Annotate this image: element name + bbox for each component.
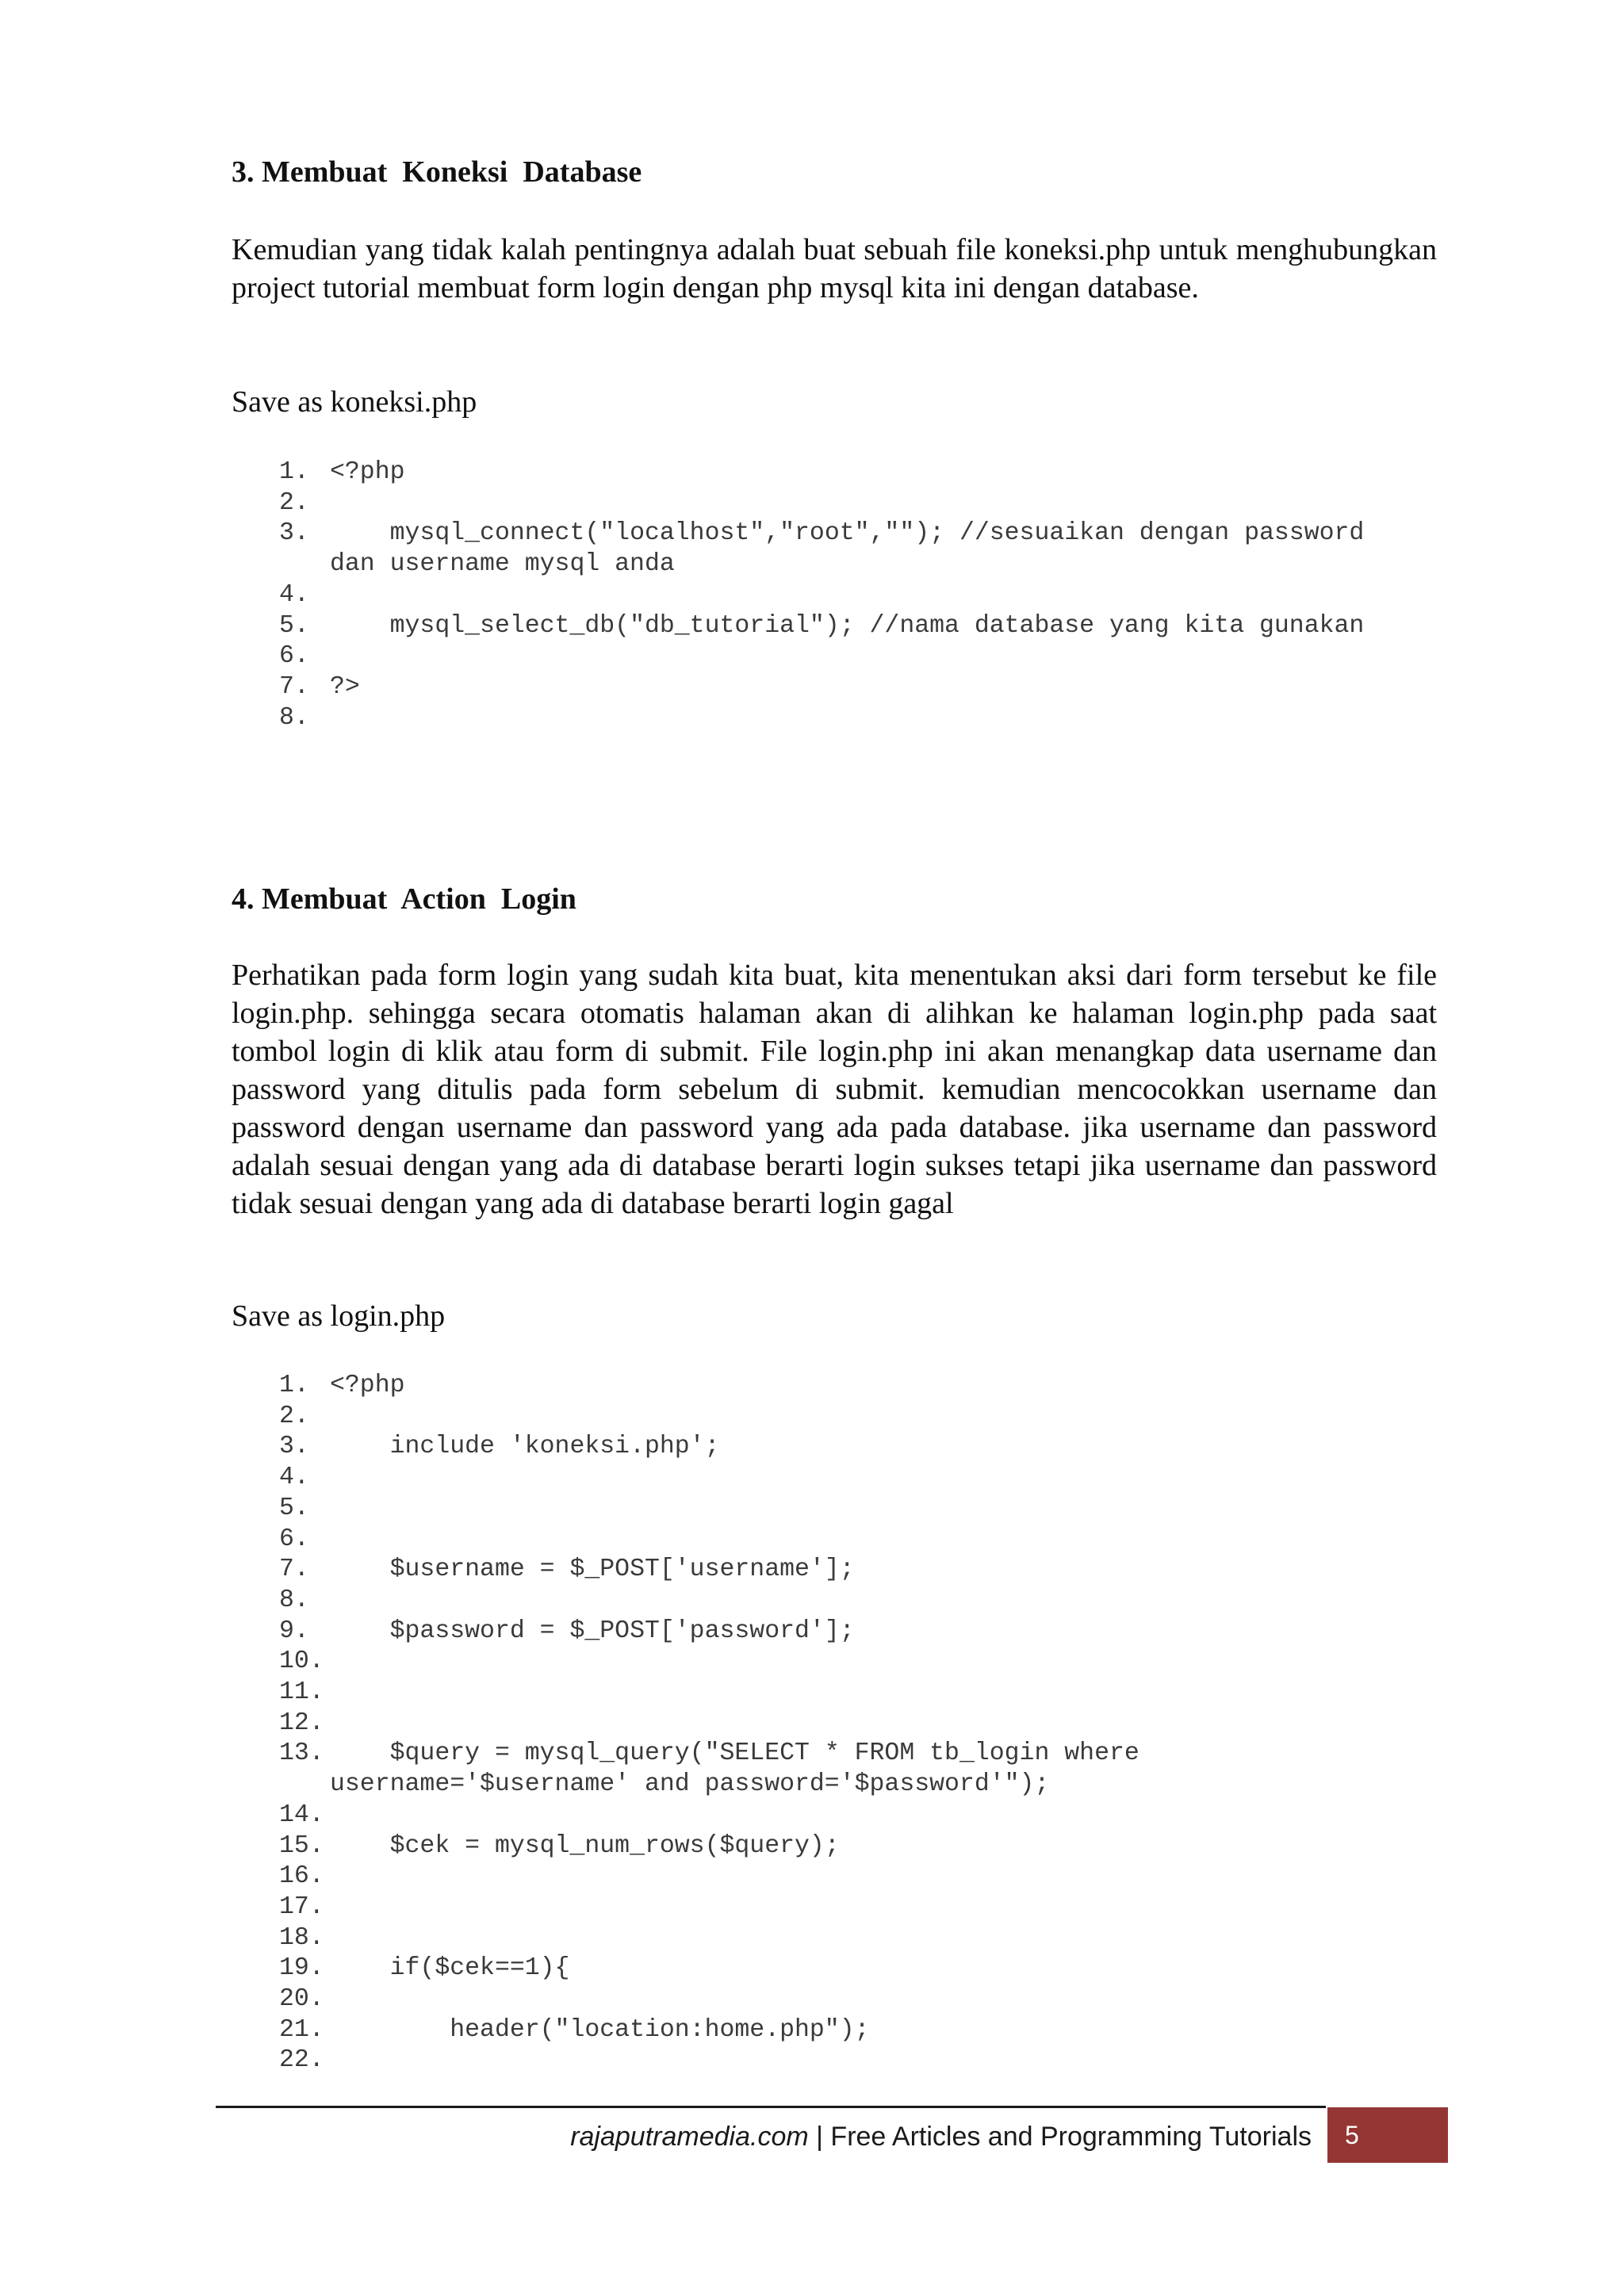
line-number: 5. (279, 611, 309, 640)
line-number: 12. (279, 1709, 324, 1737)
line-number: 3. (279, 1433, 309, 1461)
code-line (279, 1402, 1389, 1433)
code-text (330, 1678, 1389, 1709)
code-text: $cek = mysql_num_rows($query); (330, 1831, 840, 1860)
footer-tagline: Free Articles and Programming Tutorials (830, 2122, 1312, 2152)
code-text (330, 1800, 1389, 1831)
code-line (279, 1678, 1389, 1709)
code-text (330, 488, 1389, 519)
code-text (330, 2045, 1389, 2076)
line-number: 18. (279, 1923, 324, 1952)
code-text: $username = $_POST['username']; (330, 1556, 855, 1584)
code-text: <?php (330, 1372, 405, 1399)
code-text: mysql_select_db("db_tutorial"); //nama database yang kita gunakan (330, 611, 1365, 640)
code-line (279, 580, 1389, 611)
code-text (330, 1402, 1389, 1433)
line-number: 8. (279, 703, 309, 732)
line-number: 16. (279, 1862, 324, 1891)
code-text (330, 1586, 1389, 1617)
code-line (279, 1525, 1389, 1556)
line-number: 4. (279, 580, 309, 609)
section-3-heading: 3. Membuat Koneksi Database (232, 155, 642, 189)
code-text (330, 1984, 1389, 2015)
line-number: 19. (279, 1954, 324, 1983)
line-number: 15. (279, 1831, 324, 1860)
code-text (330, 1923, 1389, 1954)
code-text: ?> (330, 672, 360, 701)
section-3-paragraph: Kemudian yang tidak kalah pentingnya adalah buat sebuah file koneksi.php untuk menghubungkan project tutorial membuat form login dengan php mysql kita ini dengan database. (232, 233, 1437, 304)
code-line (279, 1862, 1389, 1892)
section-4-heading: 4. Membuat Action Login (232, 882, 576, 916)
line-number: 9. (279, 1617, 309, 1645)
section-4-save-as: Save as login.php (232, 1299, 446, 1333)
line-number: 1. (279, 458, 309, 486)
line-number: 6. (279, 642, 309, 671)
line-number: 7. (279, 1556, 309, 1584)
line-number: 14. (279, 1800, 324, 1829)
line-number: 22. (279, 2046, 324, 2075)
code-line (279, 1984, 1389, 2015)
line-number: 3. (279, 519, 309, 548)
line-number: 13. (279, 1739, 324, 1768)
code-text: $password = $_POST['password']; (330, 1617, 855, 1645)
login-code-block (279, 1371, 1389, 2076)
footer-separator: | (808, 2122, 831, 2152)
line-number: 10. (279, 1647, 324, 1676)
line-number: 20. (279, 1985, 324, 2014)
code-line (279, 703, 1389, 734)
line-number: 2. (279, 1402, 309, 1430)
code-line (279, 1586, 1389, 1617)
line-number: 6. (279, 1525, 309, 1553)
code-line (279, 1739, 1389, 1800)
footer-rule (216, 2106, 1326, 2108)
code-text: if($cek==1){ (330, 1954, 570, 1983)
footer-site-link[interactable]: rajaputramedia.com (570, 2122, 809, 2152)
code-text (330, 1647, 1389, 1678)
code-line (279, 1371, 1389, 1402)
code-line (279, 1555, 1389, 1586)
code-text: mysql_connect("localhost","root",""); //sesuaikan dengan password dan username mysql anda (330, 519, 1380, 579)
code-line (279, 1709, 1389, 1739)
code-text: <?php (330, 458, 405, 486)
line-number: 8. (279, 1586, 309, 1614)
koneksi-code-block (279, 457, 1389, 733)
code-line (279, 1954, 1389, 1984)
code-text (330, 1709, 1389, 1739)
section-4-paragraph: Perhatikan pada form login yang sudah kita buat, kita menentukan aksi dari form tersebut ke file login.php. sehingga secara otomatis halaman akan di alihkan ke halaman login.php pada saat tombol login di klik atau form di submit. File login.php ini akan menangkap data username dan password yang ditulis pada form sebelum di submit. kemudian mencocokkan username dan password dengan username dan password yang ada pada database. jika username dan password adalah sesuai dengan yang ada di database berarti login sukses tetapi jika username dan password tidak sesuai dengan yang ada di database berarti login gagal (232, 959, 1437, 1220)
line-number: 17. (279, 1892, 324, 1921)
line-number: 21. (279, 2015, 324, 2044)
code-text (330, 703, 1389, 734)
code-text (330, 1862, 1389, 1892)
line-number: 7. (279, 672, 309, 701)
code-line (279, 672, 1389, 703)
code-line (279, 1892, 1389, 1923)
code-text: $query = mysql_query("SELECT * FROM tb_login where username='$username' and password='$password'"); (330, 1739, 1155, 1799)
code-line (279, 1800, 1389, 1831)
code-text (330, 1494, 1389, 1525)
page-number-badge: 5 (1327, 2107, 1448, 2163)
code-line (279, 1432, 1389, 1463)
code-line (279, 2045, 1389, 2076)
code-line (279, 1494, 1389, 1525)
line-number: 1. (279, 1372, 309, 1399)
line-number: 5. (279, 1494, 309, 1522)
code-text (330, 641, 1389, 672)
code-line (279, 1923, 1389, 1954)
code-text (330, 1525, 1389, 1556)
code-line (279, 1617, 1389, 1647)
code-line (279, 519, 1389, 580)
code-text (330, 1463, 1389, 1494)
code-line (279, 1647, 1389, 1678)
line-number: 2. (279, 488, 309, 517)
code-line (279, 488, 1389, 519)
line-number: 4. (279, 1464, 309, 1492)
code-line (279, 2015, 1389, 2046)
code-text (330, 580, 1389, 611)
code-text: include 'koneksi.php'; (330, 1433, 720, 1461)
code-line (279, 641, 1389, 672)
code-line (279, 611, 1389, 642)
code-text (330, 1892, 1389, 1923)
section-3-save-as: Save as koneksi.php (232, 385, 477, 419)
code-line (279, 1831, 1389, 1862)
code-line (279, 1463, 1389, 1494)
code-line (279, 457, 1389, 488)
code-text: header("location:home.php"); (330, 2015, 870, 2044)
footer-text (570, 2112, 1312, 2161)
line-number: 11. (279, 1678, 324, 1707)
